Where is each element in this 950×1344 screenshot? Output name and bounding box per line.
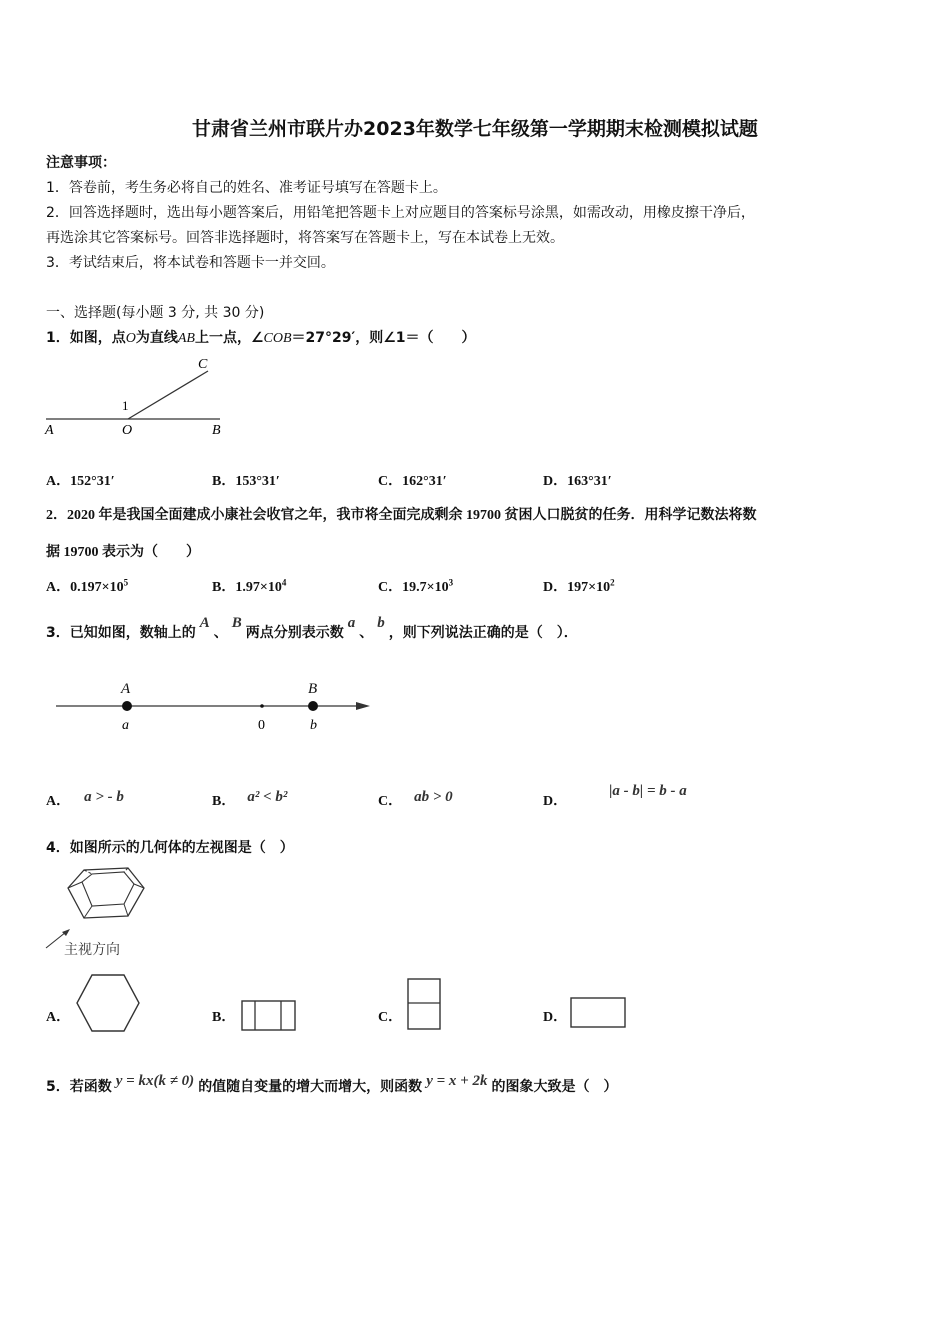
q1-option-d[interactable]: D．163°31′ — [543, 474, 612, 489]
q3-option-a[interactable]: A． a > - b — [46, 789, 124, 809]
q4-option-c-two-squares — [407, 978, 443, 1032]
label-point-b: B — [308, 681, 318, 697]
q2-option-b[interactable]: B．$1.97\times 10^4$ — [212, 577, 287, 595]
q1-option-c[interactable]: C．162°31′ — [378, 474, 447, 489]
q4-option-b-three-rects — [241, 1000, 297, 1032]
q2-option-c[interactable]: C．$19.7\times 10^3$ — [378, 577, 454, 595]
question-2-stem-line2: 据 19700 表示为（ ） — [46, 545, 200, 560]
label-value-a: a — [122, 718, 129, 733]
label-zero: 0 — [258, 718, 265, 733]
q4-option-b[interactable]: B． — [212, 1010, 236, 1025]
q3-option-c[interactable]: C． ab > 0 — [378, 789, 453, 809]
q4-option-d[interactable]: D． — [543, 1010, 568, 1025]
page-title: 甘肃省兰州市联片办2023年数学七年级第一学期期末检测模拟试题 — [192, 118, 758, 140]
notice-item: 3．考试结束后，将本试卷和答题卡一并交回。 — [46, 255, 335, 271]
prism-front-face — [82, 872, 134, 906]
label-c: C — [198, 357, 208, 372]
angle-figure — [40, 352, 240, 442]
q4-option-d-rect — [570, 997, 628, 1029]
label-a: A — [45, 423, 54, 438]
point-b — [308, 701, 318, 711]
q3-option-b[interactable]: B． a² < b² — [212, 789, 288, 809]
label-value-b: b — [310, 718, 317, 733]
label-b: B — [212, 423, 221, 438]
q3-option-d[interactable]: D．|a - b| = b - a — [543, 783, 687, 809]
question-1-stem: 1．如图，点O为直线AB上一点，∠COB＝27°29′，则∠1＝（ ） — [46, 330, 476, 346]
q4-option-a-hexagon — [76, 973, 142, 1035]
hex-prism-figure — [40, 860, 160, 960]
question-2-stem-line1: 2．2020 年是我国全面建成小康社会收官之年，我市将全面完成剩余 19700 贫困人口脱贫的任务．用科学记数法将数 — [46, 508, 757, 523]
question-4-stem: 4．如图所示的几何体的左视图是（ ） — [46, 840, 294, 856]
q2-option-d[interactable]: D．$197\times 10^2$ — [543, 577, 615, 595]
q1-option-a[interactable]: A．152°31′ — [46, 474, 115, 489]
label-point-a: A — [121, 681, 131, 697]
q4-option-a[interactable]: A． — [46, 1010, 71, 1025]
number-line-arrow — [356, 702, 370, 710]
section-heading: 一、选择题(每小题 3 分, 共 30 分) — [46, 305, 265, 321]
label-angle-1: 1 — [122, 398, 129, 413]
number-line-figure — [50, 675, 380, 745]
view-direction-arrow — [46, 932, 66, 948]
q2-option-a[interactable]: A．$0.197\times 10^5$ — [46, 577, 129, 595]
question-5-stem: 5．若函数 y = kx(k ≠ 0) 的值随自变量的增大而增大，则函数 y = x + 2k 的图象大致是（ ） — [46, 1073, 618, 1095]
ray-oc — [128, 371, 208, 419]
notice-item: 2．回答选择题时，选出每小题答案后，用铅笔把答题卡上对应题目的答案标号涂黑，如需改动，用橡皮擦干净后， — [46, 205, 755, 221]
question-3-stem: 3．已知如图，数轴上的A、B两点分别表示数a、b，则下列说法正确的是（ ）． — [46, 615, 578, 641]
point-zero — [260, 704, 264, 708]
point-a — [122, 701, 132, 711]
view-direction-caption: 主视方向 — [64, 942, 120, 958]
label-o: O — [122, 423, 133, 438]
notice-item: 1．答卷前，考生务必将自己的姓名、准考证号填写在答题卡上。 — [46, 180, 447, 196]
q1-option-b[interactable]: B．153°31′ — [212, 474, 280, 489]
notice-heading: 注意事项： — [46, 155, 116, 171]
prism-outline — [68, 868, 144, 918]
notice-item: 再选涂其它答案标号。回答非选择题时，将答案写在答题卡上，写在本试卷上无效。 — [46, 230, 564, 246]
q4-option-c[interactable]: C． — [378, 1010, 403, 1025]
